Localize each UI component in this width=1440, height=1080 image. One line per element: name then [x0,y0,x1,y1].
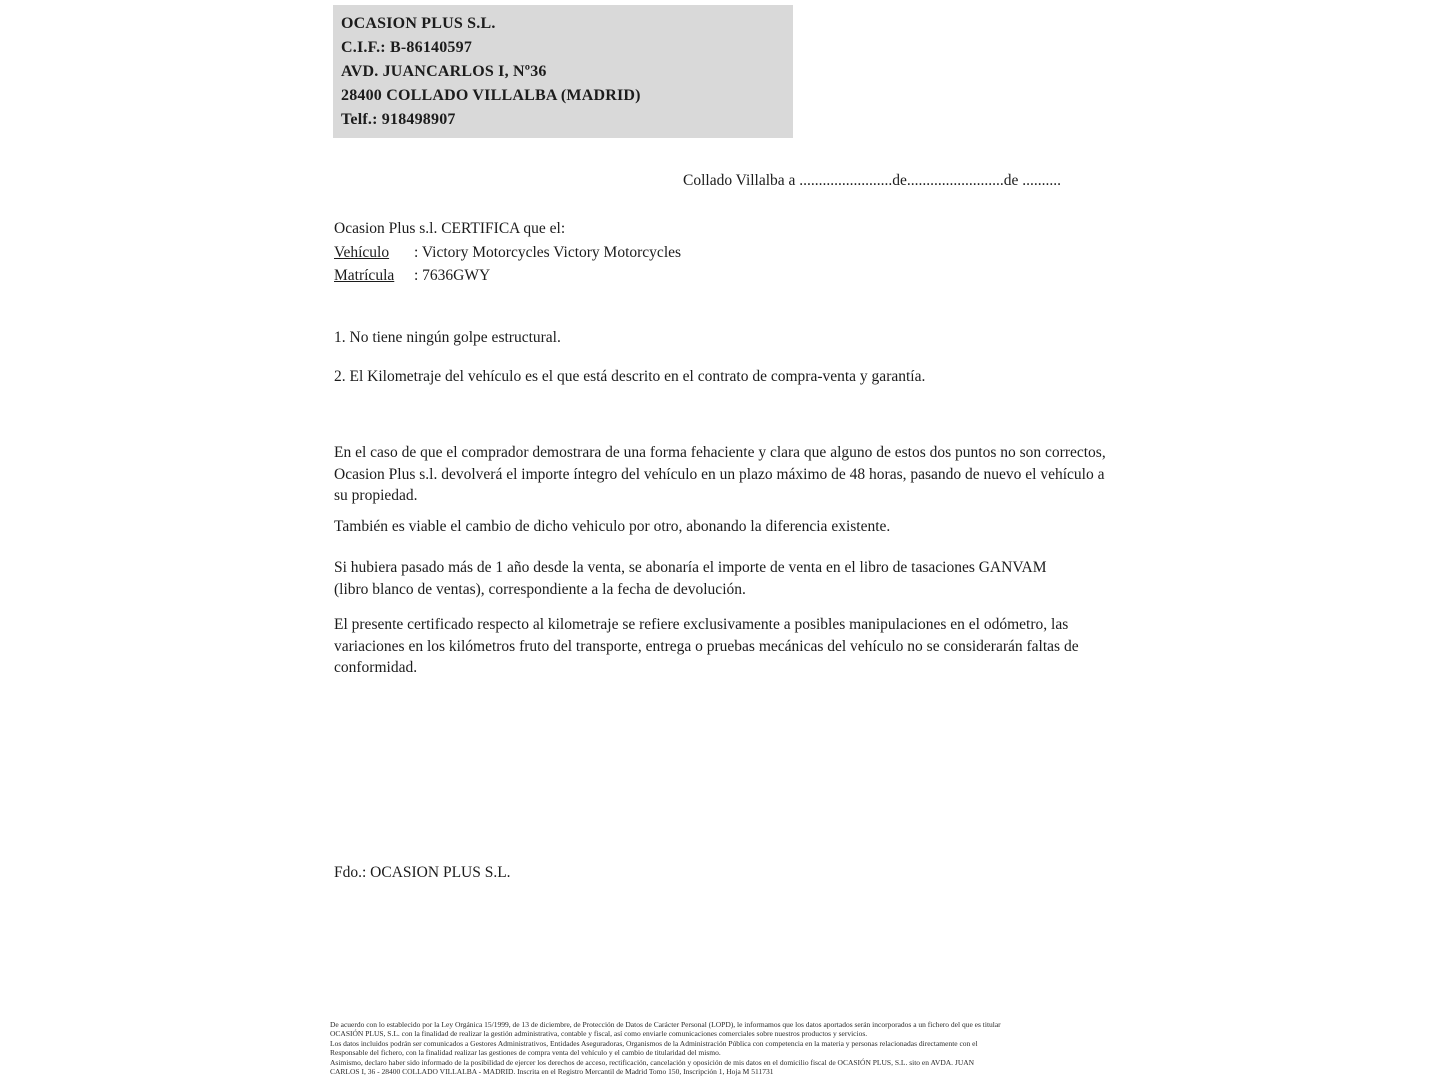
plate-row [334,264,681,288]
plate-label: Matrícula [334,267,395,284]
paragraph-refund: En el caso de que el comprador demostrara de una forma fehaciente y clara que alguno de estos dos puntos no son correctos, Ocasion Plus s.l. devolverá el importe íntegro del vehículo en un plazo máximo de 48 horas, pasando de nuevo el vehículo a su propiedad. [334,444,1106,504]
legal-line: De acuerdo con lo establecido por la Ley Orgánica 15/1999, de 13 de diciembre, de Protección de Datos de Carácter Personal (LOPD), le informamos que los datos aportados serán incorporados a un fichero del que es titular [330,1020,1001,1029]
certify-intro: Ocasion Plus s.l. CERTIFICA que el: [334,220,566,237]
vehicle-row [334,241,681,265]
certify-block [334,217,681,288]
legal-line: CARLOS I, 36 - 28400 COLLADO VILLALBA - MADRID. Inscrita en el Registro Mercantil de Madrid Tomo 150, Inscripción 1, Hoja M 511731 [330,1067,774,1077]
company-header-box [333,5,793,138]
company-name: OCASION PLUS S.L. [341,15,496,32]
vehicle-label: Vehículo [334,243,390,261]
vehicle-value: : Victory Motorcycles Victory Motorcycles [414,243,682,261]
paragraph-odometer: El presente certificado respecto al kilometraje se refiere exclusivamente a posibles manipulaciones en el odómetro, las variaciones en los kilómetros fruto del transporte, entrega o pruebas mecánicas del vehículo no se considerarán faltas de conformidad. [334,616,1079,676]
point-2: 2. El Kilometraje del vehículo es el que está descrito en el contrato de compra-venta y garantía. [334,368,926,385]
legal-line: Los datos incluidos podrán ser comunicados a Gestores Administrativos, Entidades Aseguradoras, Organismos de la Administración Pública con competencia en la materia y personas relacionadas directamente con el [330,1038,978,1048]
legal-line: OCASIÓN PLUS, S.L. con la finalidad de realizar la gestión administrativa, contable y fiscal, así como enviarle comunicaciones comerciales sobre nuestros productos y servicios. [330,1029,868,1039]
date-line: Collado Villalba a ........................de.........................de .......... [683,172,1062,189]
company-city: 28400 COLLADO VILLALBA (MADRID) [341,87,641,104]
paragraph-exchange: También es viable el cambio de dicho vehiculo por otro, abonando la diferencia existente. [334,518,891,535]
plate-value: : 7636GWY [414,267,491,284]
paragraph-ganvam: Si hubiera pasado más de 1 año desde la venta, se abonaría el importe de venta en el libro de tasaciones GANVAM (libro blanco de ventas), correspondiente a la fecha de devolución. [334,559,1047,598]
signature-line: Fdo.: OCASION PLUS S.L. [334,864,511,881]
legal-footer [330,1020,1110,1076]
company-address: AVD. JUANCARLOS I, Nº36 [341,63,547,80]
company-cif: C.I.F.: B-86140597 [341,39,473,56]
legal-line: Responsable del fichero, con la finalidad realizar las gestiones de compra venta del vehículo y el cambio de titularidad del mismo. [330,1048,721,1058]
point-1: 1. No tiene ningún golpe estructural. [334,329,561,346]
legal-line: Asimismo, declaro haber sido informado de la posibilidad de ejercer los derechos de acceso, rectificación, cancelación y oposición de mis datos en el domicilio fiscal de OCASIÓN PLUS, S.L. sito en AVDA. JUAN [330,1057,975,1067]
company-phone: Telf.: 918498907 [341,111,456,128]
